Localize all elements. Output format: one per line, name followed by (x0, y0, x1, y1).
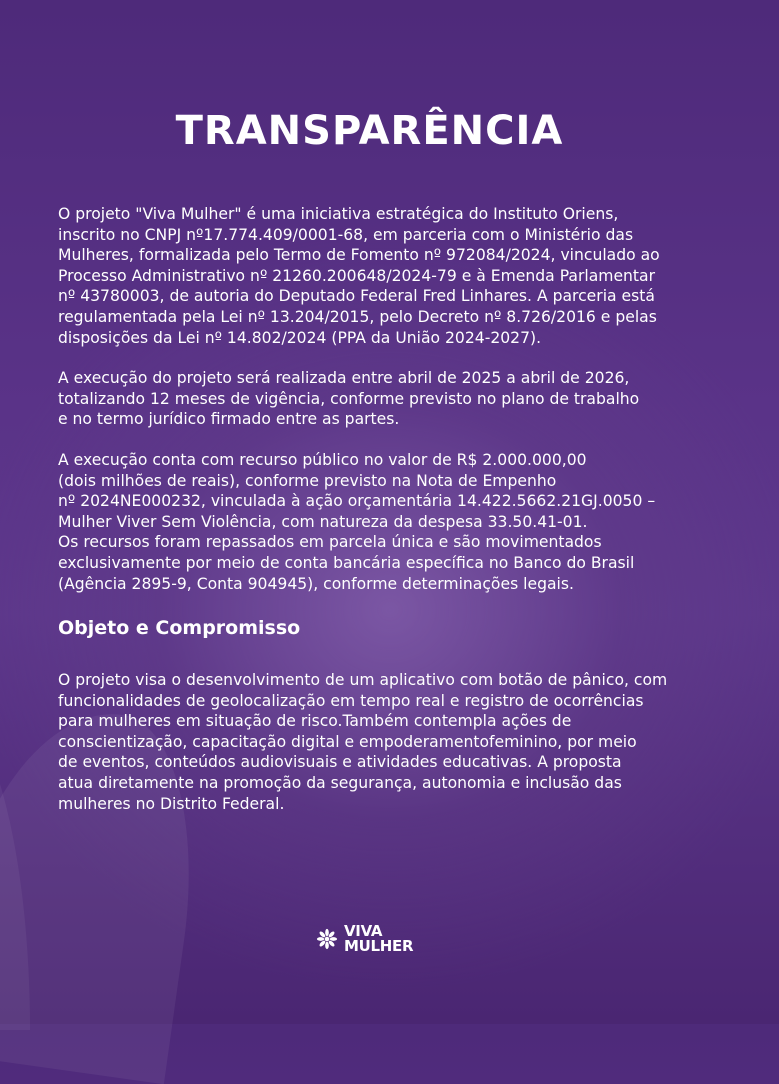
paragraph-execution-period: A execução do projeto será realizada entre abril de 2025 a abril de 2026, totalizando 12 meses de vigência, conforme previsto no plano de trabalho e no termo jurídico firmado entre as partes. (58, 369, 640, 429)
logo-line-1: VIVA (344, 922, 383, 940)
logo-line-2: MULHER (344, 937, 414, 955)
paragraph-project-description: O projeto "Viva Mulher" é uma iniciativa estratégica do Instituto Oriens, inscrito no CNPJ nº17.774.409/0001-68, em parceria com o Ministério das Mulheres, formalizada pelo Termo de Fomento nº 972084/2024, vinculado ao Processo Administrativo nº 21260.200648/2024-79 e à Emenda Parlamentar nº 43780003, de autoria do Deputado Federal Fred Linhares. A parceria está regulamentada pela Lei nº 13.204/2015, pelo Decreto nº 8.726/2016 e pelas disposições da Lei nº 14.802/2024 (PPA da União 2024-2027). (58, 205, 660, 347)
section-subtitle: Objeto e Compromisso (58, 617, 301, 640)
paragraph-public-funding: A execução conta com recurso público no valor de R$ 2.000.000,00 (dois milhões de reais), conforme previsto na Nota de Empenho nº 2024NE000232, vinculada à ação orçamentária 14.422.5662.21GJ.0050 – Mulher Viver Sem Violência, com natureza da despesa 33.50.41-01. Os recursos foram repassados em parcela única e são movimentados exclusivamente por meio de conta bancária específica no Banco do Brasil (Agência 2895-9, Conta 904945), conforme determinações legais. (58, 450, 656, 593)
main-content (58, 204, 758, 814)
page-title: TRANSPARÊNCIA (175, 108, 564, 154)
flower-icon (316, 928, 338, 950)
viva-mulher-logo (316, 924, 413, 954)
logo-wordmark (344, 924, 413, 954)
paragraph-object-commitment: O projeto visa o desenvolvimento de um aplicativo com botão de pânico, com funcionalidades de geolocalização em tempo real e registro de ocorrências para mulheres em situação de risco.Também contempla ações de conscientização, capacitação digital e empoderamentofeminino, por meio de eventos, conteúdos audiovisuais e atividades educativas. A proposta atua diretamente na promoção da segurança, autonomia e inclusão das mulheres no Distrito Federal. (58, 671, 668, 813)
